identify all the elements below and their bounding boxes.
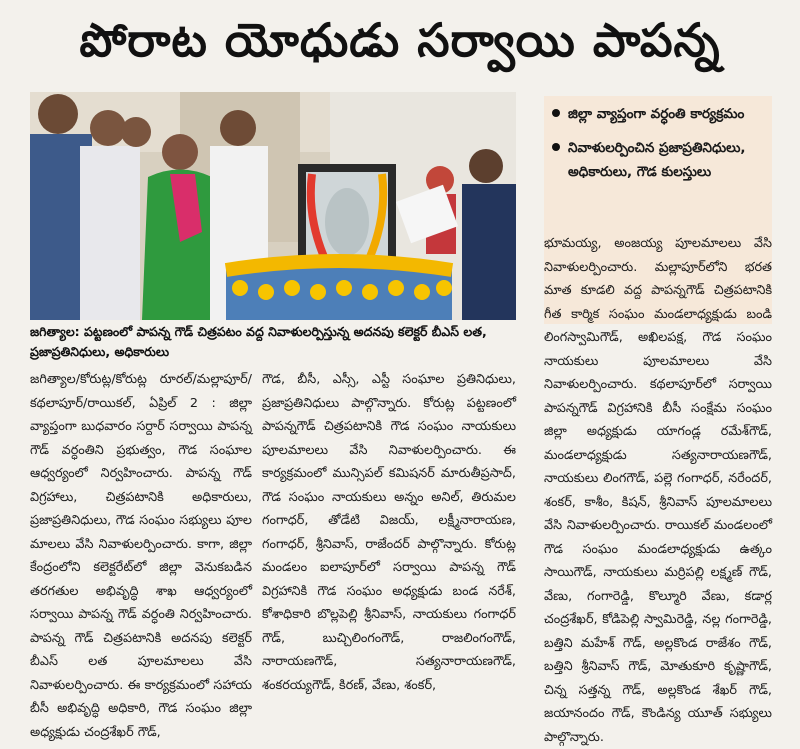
news-photo xyxy=(30,92,516,320)
news-photo-illustration xyxy=(30,92,516,320)
headline: పోరాట యోధుడు సర్వాయి పాపన్న xyxy=(79,13,721,67)
bullet-icon xyxy=(552,109,560,117)
article-column-2: గౌడ, బీసీ, ఎస్సీ, ఎస్టీ సంఘాల ప్రతినిధులు, ప్రజాప్రతినిధులు పాల్గొన్నారు. కోరుట్ల పట్టణంలో పాపన్నగౌడ్ చిత్రపటానికి గౌడ సంఘం నాయకులు పూలమాలలు వేసి నివాళులర్పించారు. ఈ కార్యక్రమంలో మున్సిపల్ కమిషనర్ మారుతీప్రసాద్, గౌడ సంఘం నాయకులు అన్నం అనిల్, తిరుమల గంగాధర్, తోడేటి విజయ్, లక్ష్మీనారాయణ, గంగాధర్, శ్రీనివాస్, రాజేందర్ పాల్గొన్నారు. కోరుట్ల మండలం ఐలాపూర్‌లో సర్వాయి పాపన్న గౌడ్ విగ్రహానికి గౌడ సంఘం అధ్యక్షుడు బండ నరేశ్, కోశాధికారి బొల్లపెల్లి శ్రీనివాస్, నాయకులు గంగాధర్ గౌడ్, బుచ్చిలింగంగౌడ్, రాజలింగంగౌడ్, నారాయణగౌడ్, సత్యనారాయణగౌడ్, శంకరయ్యగౌడ్, కిరణ్, వేణు, శంకర్, xyxy=(262,372,516,693)
photo-caption: జగిత్యాల: పట్టణంలో పాపన్న గౌడ్ చిత్రపటం వద్ద నివాళులర్పిస్తున్న అదనపు కలెక్టర్ బీఎస్ లత, ప్రజాప్రతినిధులు, అధికారులు xyxy=(30,324,487,359)
highlight-text: నివాళులర్పించిన ప్రజాప్రతినిధులు, అధికారులు, గౌడ కులస్తులు xyxy=(568,140,746,180)
article-column-1: జగిత్యాల/కోరుట్ల/కోరుట్ల రూరల్/మల్లాపూర్/కథలాపూర్/రాయికల్, ఏప్రిల్ 2 : జిల్లా వ్యాప్తంగా బుధవారం సర్దార్ సర్వాయి పాపన్న గౌడ్ వర్ధంతిని ప్రభుత్వం, గౌడ సంఘాల ఆధ్వర్యంలో నిర్వహించారు. పాపన్న గౌడ్ విగ్రహాలు, చిత్రపటానికి అధికారులు, ప్రజాప్రతినిధులు, గౌడ సంఘం సభ్యులు పూల మాలలు వేసి నివాళులర్పించారు. కాగా, జిల్లా కేంద్రంలోని కలెక్టరేట్‌లో జిల్లా వెనుకబడిన తరగతుల అభివృద్ధి శాఖ ఆధ్వర్యంలో సర్వాయి పాపన్న గౌడ్ వర్ధంతి నిర్వహించారు. పాపన్న గౌడ్ చిత్రపటానికి అదనపు కలెక్టర్ బీఎస్ లత పూలమాలలు వేసి నివాళులర్పించారు. ఈ కార్యక్రమంలో సహాయ బీసీ అభివృద్ధి అధికారి, గౌడ సంఘం జిల్లా అధ్యక్షుడు చంద్రశేఖర్ గౌడ్, xyxy=(30,372,252,740)
highlight-item xyxy=(552,102,764,126)
bullet-icon xyxy=(552,143,560,151)
highlight-item xyxy=(552,136,764,184)
article-column-3: భూమయ్య, అంజయ్య పూలమాలలు వేసి నివాళులర్పించారు. మల్లాపూర్‌లోని భరత మాత కూడలి వద్ద పాపన్నగౌడ్ చిత్రపటానికి గీత కార్మిక సంఘం మండలాధ్యక్షుడు బండి లింగస్వామిగౌడ్, అఖిలపక్ష, గౌడ సంఘం నాయకులు పూలమాలలు వేసి నివాళులర్పించారు. కథలాపూర్‌లో సర్వాయి పాపన్నగౌడ్ విగ్రహానికి బీసీ సంక్షేమ సంఘం జిల్లా అధ్యక్షుడు యాగండ్ల రమేశ్‌గౌడ్, మండలాధ్యక్షుడు సత్యనారాయణగౌడ్, నాయకులు లింగగౌడ్, పల్లె గంగాధర్, నరేందర్, శంకర్, కాశీం, కిషన్, శ్రీనివాస్ పూలమాలలు వేసి నివాళులర్పించారు. రాయికల్ మండలంలో గౌడ సంఘం మండలాధ్యక్షుడు ఉత్కం సాయిగౌడ్, నాయకులు మర్రిపల్లి లక్ష్మణ్ గౌడ్, వేణు, గంగారెడ్డి, కొల్మూరి వేణు, కడార్ల చంద్రశేఖర్, కోడిపెల్లి స్వామిరెడ్డి, నల్ల గంగారెడ్డి, బత్తిని మహేశ్ గౌడ్, అల్లకొండ రాజేశం గౌడ్, బత్తిని శ్రీనివాస్ గౌడ్, మోతుకూరి కృష్ణాగౌడ్, చిన్న సత్తన్న గౌడ్, అల్లకొండ శేఖర్ గౌడ్, జయానందం గౌడ్, కౌండిన్య యూత్ సభ్యులు పాల్గొన్నారు. xyxy=(544,236,772,745)
highlight-text: జిల్లా వ్యాప్తంగా వర్ధంతి కార్యక్రమం xyxy=(568,106,745,122)
